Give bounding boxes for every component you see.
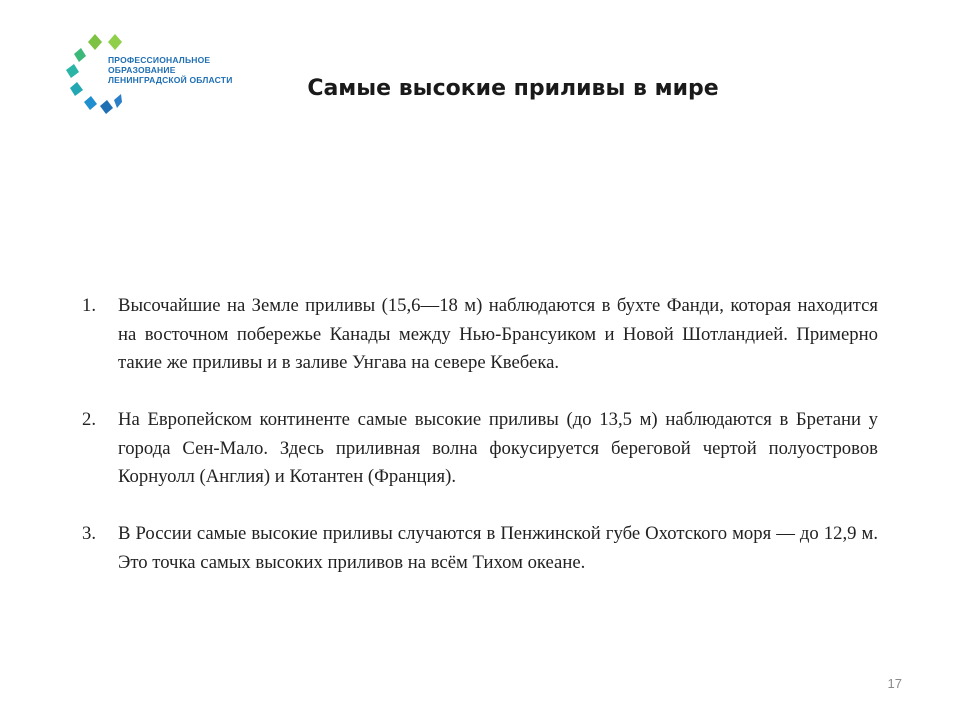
page-number: 17 (887, 676, 902, 691)
list-item-number: 3. (82, 523, 97, 544)
list-item-number: 1. (82, 295, 97, 316)
list-item-text: Высочайшие на Земле приливы (15,6—18 м) наблюдаются в бухте Фанди, которая находится на восточном побережье Канады между Нью-Брансуиком и Новой Шотландией. Примерно такие же приливы и в заливе Унгава на севере Квебека. (118, 295, 878, 373)
list-item-text: На Европейском континенте самые высокие приливы (до 13,5 м) наблюдаются в Бретани у города Сен-Мало. Здесь приливная волна фокусируется береговой чертой полуостровов Корнуолл (Англия) и Котантен (Франция). (118, 409, 878, 487)
numbered-list (82, 292, 878, 606)
list-item (82, 520, 878, 577)
slide-title: Самые высокие приливы в мире (307, 76, 719, 101)
logo-line-1: ПРОФЕССИОНАЛЬНОЕ (108, 55, 211, 65)
list-item (82, 406, 878, 492)
logo-line-2: ОБРАЗОВАНИЕ (108, 65, 176, 75)
list-item-text: В России самые высокие приливы случаются в Пенжинской губе Охотского моря — до 12,9 м. Это точка самых высоких приливов на всём Тихом океане. (118, 523, 878, 573)
logo (62, 30, 242, 120)
logo-line-3: ЛЕНИНГРАДСКОЙ ОБЛАСТИ (108, 75, 233, 85)
list-item-number: 2. (82, 409, 97, 430)
list-item (82, 292, 878, 378)
